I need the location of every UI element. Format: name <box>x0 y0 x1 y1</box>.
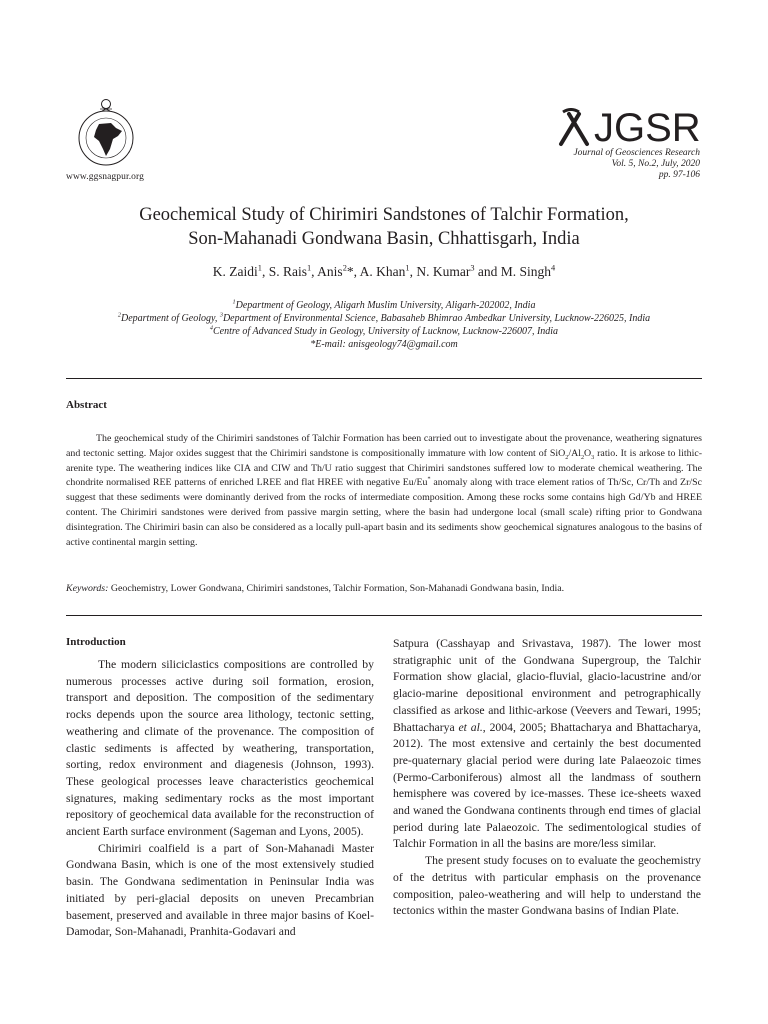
society-logo <box>66 94 150 178</box>
author: K. Zaidi <box>212 264 258 279</box>
paragraph: The modern siliciclastics compositions are controlled by numerous processes active during soil formation, erosion, transport and deposition. The composition of the sedimentary rocks depends upon the source area lithology, tectonic setting, weathering and climate of the provenance. The composition of clastic sediments is affected by weathering, transportation, sorting, redox environment and diagenesis (Johnson, 1993). These geological processes leave characteristics geochemical signatures, making sedimentary rocks as the most important repository of geochemical data available for the reconstruction of ancient Earth surface environment (Sageman and Lyons, 2005). <box>66 658 374 839</box>
paragraph: Satpura (Casshayap and Srivastava, 1987). The lower most stratigraphic unit of the Gondwana Supergroup, the Talchir Formation show glacial, glacio-fluvial, glacio-lacustrine and/or glacio-marine depositional environment and petrographically classified as arkose and lithic-arkose (Veevers and Tewari, 1995; Bhattacharya et al., 2004, 2005; Bhattacharya and Bhattacharya, 2012). The most extensive and certainly the best documented pre-quaternary glacial period were during late Palaeozoic times (Permo-Carboniferous) almost all the landmass of southern hemisphere was covered by ice-masses. These ice-sheets waxed and waned the Gondwana continents through end times of glacial period during late Palaeozoic. The sedimentological studies of Talchir Formation in all the basins are more/less similar. <box>393 637 701 851</box>
abstract-body: The geochemical study of the Chirimiri sandstones of Talchir Formation has been carried out to investigate about the provenance, weathering signatures and tectonic setting. Major oxides suggest that the Chirimiri sandstone is compositionally immature with low content of $SiO_2/Al_2O_3$ ratio. It is arkose to lithic-arenite type. The weathering indices like CIA and CIW and Th/U ratio suggest that Chirimiri sandstones suffered low to moderate chemical weathering. The chondrite normalised REE patterns of enriched LREE and flat HREE with negative Eu/Eu* anomaly along with trace element ratios of Th/Sc, Cr/Th and Zr/Sc suggest that these sediments were dominantly derived from the rocks of intermediate composition. Among these rocks some contains high Gd/Yb and HREE content. The Chirimiri sandstones were derived from passive margin setting, where the basin had undergone local (small scale) rifting prior to Gondwana disintegration. The Chirimiri basin can also be considered as a locally pull-apart basin and its sediments show geochemical signatures analogous to the basins of active continental margin setting. <box>66 433 703 548</box>
author-list: K. Zaidi$^1$, S. Rais$^1$, Anis$^2$*, A. Khan$^1$, N. Kumar$^3$ and M. Singh$^4$ <box>212 263 556 279</box>
society-url[interactable]: www.ggsnagpur.org <box>66 172 144 182</box>
author: M. Singh <box>500 264 552 279</box>
column-right <box>393 636 701 920</box>
journal-name: Journal of Geosciences Research <box>573 148 700 158</box>
paper-title: Geochemical Study of Chirimiri Sandstones of Talchir Formation, Son-Mahanadi Gondwana Basin, Chhattisgarh, India <box>139 205 629 249</box>
affiliations <box>0 299 768 351</box>
journal-logo: JGSR <box>594 106 701 150</box>
abstract-heading: Abstract <box>66 399 107 411</box>
corresponding-email[interactable]: *E-mail: anisgeology74@gmail.com <box>310 339 458 350</box>
hammer-pick-icon <box>557 108 593 148</box>
journal-meta <box>573 148 700 181</box>
affiliation: $^4$Centre of Advanced Study in Geology, University of Lucknow, Lucknow-226007, India <box>209 324 559 337</box>
author: Anis <box>317 264 343 279</box>
journal-volume: Vol. 5, No.2, July, 2020 <box>611 159 700 169</box>
paragraph: Chirimiri coalfield is a part of Son-Mahanadi Master Gondwana Basin, which is one of the most extensively studied basin. The Gondwana sedimentation in Peninsular India was initiated by peri-glacial deposits on uneven Precambrian basement, preserved and available in three major basins of Koel-Damodar, Son-Mahanadi, Pranhita-Godavari and <box>66 841 374 939</box>
paragraph: The present study focuses on to evaluate the geochemistry of the detritus with particular emphasis on the provenance composition, paleo-weathering and will help to understand the tectonics within the master Gondwana basins of Indian Plate. <box>393 854 701 918</box>
affiliation: $^2$Department of Geology, $^3$Department of Environmental Science, Babasaheb Bhimrao Ambedkar University, Lucknow-226025, India <box>117 311 651 324</box>
column-left <box>66 657 374 941</box>
section-heading: Introduction <box>66 636 126 648</box>
journal-pages: pp. 97-106 <box>658 170 700 180</box>
author: N. Kumar <box>416 264 471 279</box>
divider <box>66 615 702 616</box>
author: A. Khan <box>359 264 406 279</box>
divider <box>66 378 702 379</box>
affiliation: $^1$Department of Geology, Aligarh Muslim University, Aligarh-202002, India <box>232 298 536 311</box>
keywords: Keywords: Geochemistry, Lower Gondwana, Chirimiri sandstones, Talchir Formation, Son-Mahanadi Gondwana basin, India. <box>66 583 565 594</box>
author: S. Rais <box>268 264 307 279</box>
